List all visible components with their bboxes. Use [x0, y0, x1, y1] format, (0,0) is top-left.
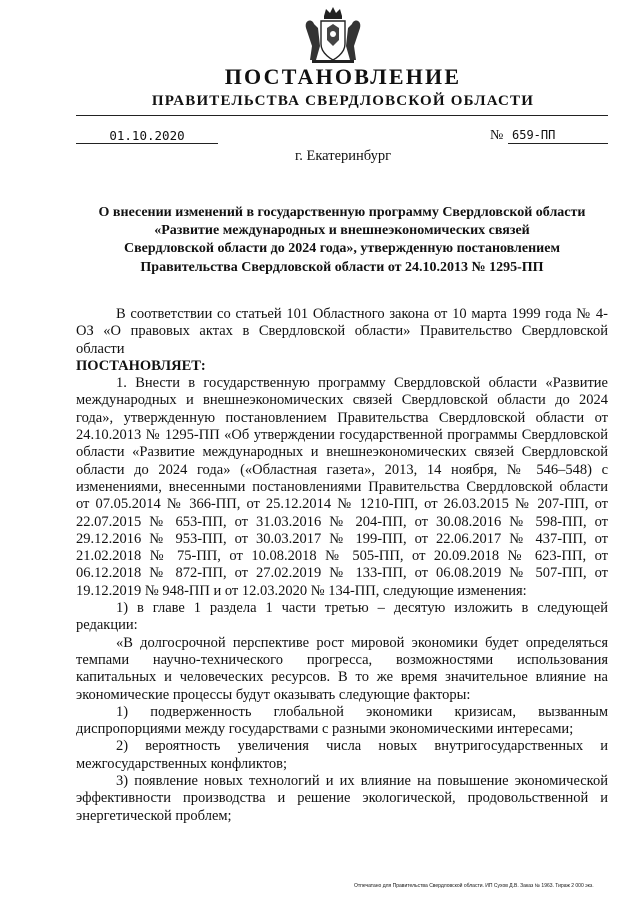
body-paragraph: 3) появление новых технологий и их влияние на повышение экономической эффективности производства и решение экологической, продовольственной и энергетической проблем;	[76, 773, 608, 824]
city-line: г. Екатеринбург	[294, 148, 392, 164]
coat-of-arms-icon	[300, 6, 366, 66]
resolves-label: ПОСТАНОВЛЯЕТ:	[76, 357, 206, 374]
heading-line: «Развитие международных и внешнеэкономических связей	[154, 223, 530, 239]
document-number-label: №	[490, 128, 504, 143]
body-paragraph: 1. Внести в государственную программу Свердловской области «Развитие международных и внешнеэкономических связей Свердловской области до 2024 года», утвержденную постановлением Правительства Свердловской области от 24.10.2013 № 1295-ПП «Об утверждении государственной программы Свердловской области «Развитие международных и внешнеэкономических связей Свердловской области до 2024 года» («Областная газета», 2013, 14 ноября, № 546–548) с изменениями, внесенными постановлениями Правительства Свердловской области от 07.05.2014 № 366-ПП, от 25.12.2014 № 1210-ПП, от 26.03.2015 № 207-ПП, от 22.07.2015 № 653-ПП, от 31.03.2016 № 204-ПП, от 30.08.2016 № 598-ПП, от 29.12.2016 № 953-ПП, от 30.03.2017 № 199-ПП, от 22.06.2017 № 437-ПП, от 21.02.2018 № 75-ПП, от 10.08.2018 № 505-ПП, от 20.09.2018 № 623-ПП, от 06.12.2018 № 872-ПП, от 27.02.2019 № 133-ПП, от 06.08.2019 № 507-ПП, от 19.12.2019 № 948-ПП и от 12.03.2020 № 134-ПП, следующие изменения:	[76, 375, 608, 599]
document-date: 01.10.2020	[76, 128, 218, 144]
body-paragraph: 2) вероятность увеличения числа новых внутригосударственных и межгосударственных конфликтов;	[76, 738, 608, 772]
document-title: ПОСТАНОВЛЕНИЕ	[224, 64, 462, 89]
heading-line: О внесении изменений в государственную программу Свердловской области	[98, 205, 586, 220]
document-number: 659-ПП	[508, 128, 608, 144]
print-footer-note: Отпечатано для Правительства Свердловской области. ИП Сухов Д.В. Заказ № 1963. Тираж 2 000 экз.	[354, 883, 594, 889]
body-paragraph: «В долгосрочной перспективе рост мировой экономики будет определяться темпами научно-технического прогресса, возможностями использования капитальных и человеческих ресурсов. В то же время значительное влияние на экономические процессы будут оказывать следующие факторы:	[76, 634, 608, 703]
heading-line: Правительства Свердловской области от 24.10.2013 № 1295-ПП	[140, 259, 544, 275]
preamble-paragraph: В соответствии со статьей 101 Областного закона от 10 марта 1999 года № 4-ОЗ «О правовых актах в Свердловской области» Правительство Свердловской области	[76, 306, 608, 357]
header-divider	[76, 115, 608, 116]
resolution-heading	[76, 204, 608, 277]
heading-line: Свердловской области до 2024 года», утвержденную постановлением	[124, 241, 560, 257]
document-subtitle: ПРАВИТЕЛЬСТВА СВЕРДЛОВСКОЙ ОБЛАСТИ	[151, 93, 535, 109]
body-paragraph: 1) в главе 1 раздела 1 части третью – десятую изложить в следующей редакции:	[76, 600, 608, 634]
document-body	[76, 306, 608, 825]
body-paragraph: 1) подверженность глобальной экономики кризисам, вызванным диспропорциями между государствами с разными экономическими интересами;	[76, 703, 608, 738]
